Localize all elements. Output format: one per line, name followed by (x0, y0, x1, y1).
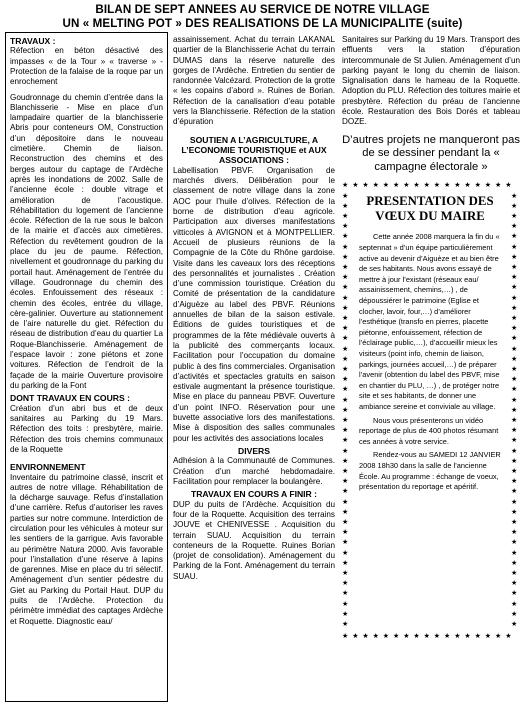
dont-travaux-paragraph: Création d’un abri bus et de deux sanitaires au Parking du 19 Mars. Réfection des toits : presbytère, mairie. Réfection des trois chemins communaux de la Roquette (10, 403, 163, 454)
star-icon: ★ (484, 633, 492, 641)
star-icon: ★ (342, 284, 349, 292)
star-icon: ★ (511, 233, 518, 241)
star-icon: ★ (511, 478, 518, 486)
star-icon: ★ (511, 304, 518, 312)
star-icon: ★ (511, 417, 518, 425)
star-icon: ★ (342, 580, 349, 588)
star-icon: ★ (511, 223, 518, 231)
right-intro-paragraph: Sanitaires sur Parking du 19 Mars. Transport des effluents vers la station d’épuration intercommunale de St Julien. Aménagement d’un parking payant le long du chemin de liaison. Signalisation dans le hameau de la Roquette. Adoption du PLU. Réfection des toitures mairie et presbytère. Réfection du préau de l’ancienne école. Restauration des Bois Dorés et tableau DOZE. (342, 35, 520, 127)
star-icon: ★ (342, 437, 349, 445)
divers-paragraph: Adhésion à la Communauté de Communes. Création d’un marché hebdomadaire. Facilitation pour remplacer la boulangère. (173, 456, 335, 486)
star-icon: ★ (342, 610, 349, 618)
star-icon: ★ (511, 325, 518, 333)
star-icon: ★ (342, 478, 349, 486)
star-icon: ★ (511, 366, 518, 374)
star-icon: ★ (342, 498, 349, 506)
star-icon: ★ (511, 202, 518, 210)
star-icon: ★ (393, 182, 400, 190)
star-icon: ★ (413, 633, 420, 641)
star-icon: ★ (511, 315, 518, 323)
star-icon: ★ (511, 396, 518, 404)
star-icon: ★ (342, 376, 349, 384)
star-icon: ★ (342, 468, 349, 476)
star-icon: ★ (511, 498, 518, 506)
star-icon: ★ (511, 590, 518, 598)
star-icon: ★ (495, 182, 502, 190)
star-icon: ★ (511, 406, 518, 414)
star-icon: ★ (342, 243, 349, 251)
star-icon: ★ (444, 633, 451, 641)
dont-travaux-heading: DONT TRAVAUX EN COURS : (10, 393, 130, 404)
agriculture-heading: SOUTIEN A L’AGRICULTURE, A L’ECONOMIE TOURISTIQUE et AUX ASSOCIATIONS : (181, 134, 327, 166)
travaux-a-finir-heading: TRAVAUX EN COURS A FINIR : (190, 489, 318, 500)
star-icon: ★ (372, 633, 379, 641)
star-icon: ★ (511, 559, 518, 567)
star-icon: ★ (342, 529, 349, 537)
star-icon: ★ (511, 264, 518, 272)
star-icon: ★ (342, 345, 349, 353)
star-icon: ★ (342, 457, 349, 465)
star-icon: ★ (342, 253, 349, 261)
star-icon: ★ (511, 488, 518, 496)
star-icon: ★ (464, 182, 471, 190)
star-icon: ★ (444, 182, 451, 190)
star-icon: ★ (342, 213, 349, 221)
star-icon: ★ (505, 182, 512, 190)
star-icon: ★ (511, 468, 518, 476)
star-icon: ★ (342, 570, 349, 578)
star-icon: ★ (393, 633, 400, 641)
star-icon: ★ (511, 284, 518, 292)
star-icon: ★ (352, 633, 359, 641)
star-icon: ★ (403, 633, 410, 641)
star-icon: ★ (342, 633, 349, 641)
star-icon: ★ (511, 580, 518, 588)
star-icon: ★ (511, 621, 518, 629)
star-icon: ★ (342, 600, 349, 608)
voeux-paragraph-1: Cette année 2008 marquera la fin du « septennat » d’un équipe particulièrement active au devenir d’Aiguèze et au bien être de ses habitants. Nous avons essayé de mettre à jour l’existant (réseaux eau/ assainissement, chemins,…) , de dépoussiérer le patrimoine (Eglise et clocher, lavoir, four,…) d’améliorer l’esthétique (transfo en pierres, placette piétonne, enfouissement, réfection de l’éclairage public,…), d’accueillir mieux les visiteurs (point info, chemin de liaison, parkings, journées accueil,…) de préparer l’avenir (obtention du label des PBVF, mise en chantier du PLU, …) , de protéger notre site et ses habitants, de donner une ambiance sereine et conviviale au village. (359, 232, 500, 411)
voeux-du-maire-box (342, 182, 518, 640)
star-icon: ★ (511, 376, 518, 384)
column-left-travaux (5, 32, 168, 702)
star-icon: ★ (423, 633, 430, 641)
star-icon: ★ (511, 549, 518, 557)
star-icon: ★ (511, 294, 518, 302)
star-icon: ★ (342, 621, 349, 629)
star-icon: ★ (342, 386, 349, 394)
travaux-heading: TRAVAUX : (10, 36, 56, 46)
star-icon: ★ (342, 447, 349, 455)
star-icon: ★ (505, 633, 512, 641)
star-icon: ★ (362, 633, 369, 641)
star-icon: ★ (342, 406, 349, 414)
star-icon: ★ (342, 508, 349, 516)
star-icon: ★ (342, 427, 349, 435)
star-icon: ★ (511, 437, 518, 445)
star-icon: ★ (454, 633, 461, 641)
star-icon: ★ (342, 274, 349, 282)
star-icon: ★ (464, 633, 471, 641)
star-icon: ★ (372, 182, 379, 190)
star-icon: ★ (342, 304, 349, 312)
column-right (340, 32, 522, 702)
travaux-a-finir-paragraph: DUP du puits de l’Ardèche. Acquisition du four de la Roquette. Acquisition des terrains JOUVE et CHENIVESSE . Acquisition du terrain SUAU. Acquisition du terrain conteneurs de la Roquette. Ruines Borian (projet de consolidation). Aménagement du Parking de la Font. Aménagement du terrain SUAU. (173, 499, 335, 581)
star-icon: ★ (454, 182, 461, 190)
star-icon: ★ (382, 182, 390, 190)
star-icon: ★ (342, 192, 349, 200)
travaux-paragraph-2: Goudronnage du chemin d’entrée dans la Blanchisserie - Mise en place d’un lampadaire quartier de la blanchisserie Abris pour conteneurs OM, Construction d’un dépositoire dans le nouveau cimetière. Chemin de liaison. Reconstruction des chemins et des berges autour du captage de l’Ardèche après les inondations de 2002. Salle de l’ancienne école : double vitrage et amélioration de l’acoustique. Réhabilitation du logement de l’ancienne école. Réfection de la rue sous le balcon de la mairie et d’accès aux cimetières. Réfection du revêtement goudron de la place du jeu de paume. Réfection, nivellement et goudronnage du parking du portail haut. Aménagement de l’entrée du village. Goudronnage du chemin des écoles. Enfouissement des réseaux : chemin des écoles, entrée du village, cère-galinier. Ouverture au stationnement de l’aire naturelle du giet. Réfection du réseau de distribution d’eau du quartier La Roque-Blanchisserie. Aménagement de l’espace lavoir : zone piétons et zone voitures. Réfection de l’endroit de la façade de la mairie Ouverture provisoire du parking de la Font (10, 92, 163, 390)
star-icon: ★ (511, 457, 518, 465)
star-icon: ★ (342, 202, 349, 210)
star-icon: ★ (382, 633, 390, 641)
environnement-paragraph: Inventaire du patrimoine classé, inscrit et autres de notre village. Réhabilitation de la décharge sauvage. Refus d’installation d’une carrière. Refus d’autoriser les raves parties sur notre commune. Interdiction de circulation pour les véhicules à moteur sur les sentiers de la garrigue. Avis favorable au périmètre Natura 2000. Avis favorable pour l’installation d’une réserve à lapins de garennes. Mise en place du tri sélectif. Aménagement d’un sentier pédestre du Giet au Parking du Portail Haut. DUP du puits de l’Ardèche. Protection du périmètre immédiat des captages Ardèche et Roquette. Diagnostic eau/ (10, 472, 163, 626)
environnement-heading: ENVIRONNEMENT (10, 462, 86, 473)
star-icon: ★ (511, 355, 518, 363)
voeux-paragraph-2: Nous vous présenterons un vidéo reportage de plus de 400 photos résumant ces années à votre service. (359, 415, 499, 446)
star-icon: ★ (342, 325, 349, 333)
divers-heading: DIVERS (238, 445, 270, 456)
agriculture-paragraph: Labellisation PBVF. Organisation de marchés divers. Délibération pour le classement de notre village dans la zone AOC pour l’huile d’olives. Réfection de la borne de distribution d’eau agricole. Participation aux diverses manifestations vitticoles à AVIGNON et à MONTPELLIER. Accueil de plusieurs réunions de la Compagnie de la Côte du Rhône gardoise. Visite dans les caveaux lors des réceptions des personnalités et journalistes . Création d’une commission touristique. Création du Comité de présentation de la candidature d’Aiguèze au label des PBVF. Réunions annuelles de bilan de la saison estivale. Éditions de guides touristiques et de programmes de la fête médiévale ouverts à la publicité des commerçants locaux. Facilitation pour l’occupation du domaine public à des fins commerciales. Organisation d’activités et spectacles gratuits en saison estivale augmentant la présence touristique. Mise en place du panneau PBVF. Ouverture d’un point INFO. Réservation pour une buvette associative lors des manifestations. Mise à disposition des salles communales pour les activités des associations locales (173, 165, 335, 443)
star-icon: ★ (342, 366, 349, 374)
star-icon: ★ (342, 182, 349, 190)
star-icon: ★ (342, 488, 349, 496)
star-icon: ★ (511, 253, 518, 261)
star-icon: ★ (342, 396, 349, 404)
star-icon: ★ (474, 633, 481, 641)
middle-intro-paragraph: assainissement. Achat du terrain LAKANAL quartier de la Blanchisserie Achat du terrain DUMAS dans la réserve naturelle des gorges de l’Ardèche. Entretien du sentier de randonnée Valcézard. Protection de la grotte « les copains d’abord ». Ruines de Borian. Réfection de la canalisation d’eau potable vers la Blanchisserie. Réfection de la station d’épuration (173, 35, 335, 127)
star-icon: ★ (484, 182, 492, 190)
star-icon: ★ (362, 182, 369, 190)
star-icon: ★ (511, 539, 518, 547)
autres-projets-text: D’autres projets ne manqueront pas de se dessiner pendant la « campagne électorale » (342, 133, 520, 173)
travaux-paragraph-1: Réfection en béton désactivé des impasses « de la Tour » « traverse » - Protection de la falaise de la roque par un enrochement (10, 46, 163, 87)
star-icon: ★ (413, 182, 420, 190)
star-icon: ★ (342, 539, 349, 547)
star-icon: ★ (433, 633, 441, 641)
star-icon: ★ (433, 182, 441, 190)
star-icon: ★ (511, 243, 518, 251)
star-icon: ★ (511, 570, 518, 578)
star-icon: ★ (342, 519, 349, 527)
star-icon: ★ (511, 386, 518, 394)
star-icon: ★ (342, 559, 349, 567)
star-icon: ★ (511, 213, 518, 221)
star-icon: ★ (423, 182, 430, 190)
header-title-line-1: BILAN DE SEPT ANNEES AU SERVICE DE NOTRE VILLAGE (95, 3, 430, 16)
star-icon: ★ (511, 529, 518, 537)
star-icon: ★ (474, 182, 481, 190)
star-icon: ★ (511, 508, 518, 516)
star-icon: ★ (511, 192, 518, 200)
header-title-line-2: UN « MELTING POT » DES REALISATIONS DE LA MUNICIPALITE (suite) (62, 17, 463, 30)
star-icon: ★ (342, 264, 349, 272)
voeux-title: PRESENTATION DES VŒUX DU MAIRE (366, 194, 494, 224)
star-icon: ★ (342, 549, 349, 557)
star-icon: ★ (342, 355, 349, 363)
star-icon: ★ (342, 335, 349, 343)
voeux-paragraph-3: Rendez-vous au SAMEDI 12 JANVIER 2008 18h30 dans la salle de l’ancienne École. Au programme : échange de voeux, présentation du reportage et apéritif. (359, 450, 501, 492)
star-icon: ★ (511, 447, 518, 455)
star-icon: ★ (342, 315, 349, 323)
star-icon: ★ (342, 417, 349, 425)
star-icon: ★ (511, 610, 518, 618)
star-icon: ★ (342, 233, 349, 241)
star-icon: ★ (511, 600, 518, 608)
star-icon: ★ (495, 633, 502, 641)
star-icon: ★ (511, 427, 518, 435)
star-icon: ★ (511, 345, 518, 353)
star-icon: ★ (511, 335, 518, 343)
star-icon: ★ (342, 294, 349, 302)
star-icon: ★ (352, 182, 359, 190)
column-middle (171, 32, 337, 702)
star-icon: ★ (403, 182, 410, 190)
star-icon: ★ (511, 519, 518, 527)
star-icon: ★ (511, 274, 518, 282)
voeux-body (359, 232, 504, 495)
star-icon: ★ (342, 590, 349, 598)
star-icon: ★ (342, 223, 349, 231)
